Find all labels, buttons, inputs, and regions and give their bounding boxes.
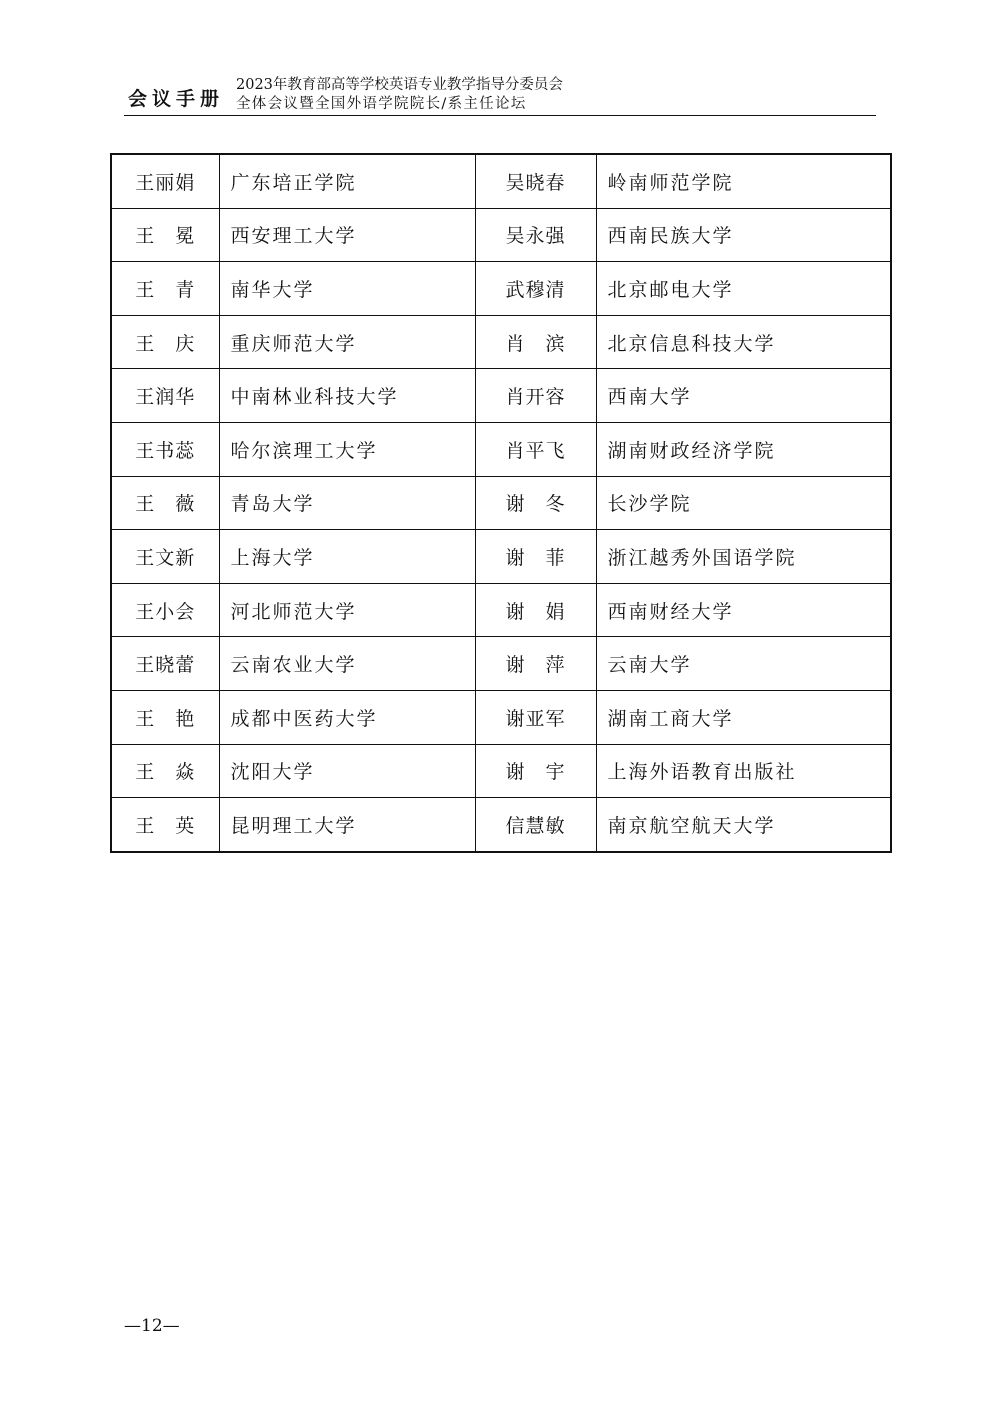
attendee-name-right: 谢 娟 [475,583,596,637]
attendee-name-left: 王小会 [111,583,219,637]
attendee-name-right: 谢 萍 [475,637,596,691]
attendee-name-right: 吴晓春 [475,154,596,208]
institution-right: 湖南工商大学 [596,690,891,744]
institution-right: 浙江越秀外国语学院 [596,530,891,584]
institution-left: 青岛大学 [219,476,475,530]
forum-name: 全体会议暨全国外语学院院长/系主任论坛 [236,96,527,112]
conference-name: 2023年教育部高等学校英语专业教学指导分委员会 [236,77,563,93]
attendee-name-right: 谢 菲 [475,530,596,584]
table-row [111,208,891,262]
attendee-table [110,153,892,853]
table-row [111,583,891,637]
table-row [111,154,891,208]
running-header [124,74,876,116]
attendee-name-left: 王 英 [111,798,219,852]
table-row [111,476,891,530]
attendee-name-right: 信慧敏 [475,798,596,852]
institution-right: 西南大学 [596,369,891,423]
attendee-name-left: 王书蕊 [111,422,219,476]
attendee-name-left: 王 薇 [111,476,219,530]
institution-left: 昆明理工大学 [219,798,475,852]
institution-right: 湖南财政经济学院 [596,422,891,476]
handbook-title: 会议手册 [128,88,225,110]
table-row [111,530,891,584]
table-row [111,422,891,476]
institution-left: 沈阳大学 [219,744,475,798]
table-row [111,315,891,369]
institution-left: 河北师范大学 [219,583,475,637]
attendee-table-body [111,154,891,852]
attendee-name-right: 肖平飞 [475,422,596,476]
institution-right: 岭南师范学院 [596,154,891,208]
attendee-name-right: 谢亚军 [475,690,596,744]
attendee-name-right: 谢 宇 [475,744,596,798]
attendee-name-left: 王晓蕾 [111,637,219,691]
attendee-name-right: 肖 滨 [475,315,596,369]
attendee-name-right: 武穆清 [475,262,596,316]
attendee-name-left: 王 庆 [111,315,219,369]
institution-left: 广东培正学院 [219,154,475,208]
institution-left: 云南农业大学 [219,637,475,691]
institution-right: 云南大学 [596,637,891,691]
table-row [111,262,891,316]
attendee-name-right: 肖开容 [475,369,596,423]
attendee-name-left: 王 青 [111,262,219,316]
attendee-name-right: 谢 冬 [475,476,596,530]
attendee-name-left: 王 焱 [111,744,219,798]
institution-right: 西南财经大学 [596,583,891,637]
institution-left: 成都中医药大学 [219,690,475,744]
attendee-name-left: 王文新 [111,530,219,584]
page-number: —12— [124,1316,180,1336]
attendee-name-left: 王 冕 [111,208,219,262]
institution-left: 哈尔滨理工大学 [219,422,475,476]
institution-right: 西南民族大学 [596,208,891,262]
institution-left: 上海大学 [219,530,475,584]
institution-left: 西安理工大学 [219,208,475,262]
table-row [111,690,891,744]
table-row [111,744,891,798]
institution-right: 上海外语教育出版社 [596,744,891,798]
institution-left: 中南林业科技大学 [219,369,475,423]
attendee-name-right: 吴永强 [475,208,596,262]
table-row [111,369,891,423]
attendee-name-left: 王润华 [111,369,219,423]
table-row [111,798,891,852]
institution-right: 北京信息科技大学 [596,315,891,369]
institution-left: 重庆师范大学 [219,315,475,369]
attendee-name-left: 王丽娟 [111,154,219,208]
header-divider [124,115,876,116]
attendee-name-left: 王 艳 [111,690,219,744]
institution-right: 长沙学院 [596,476,891,530]
institution-right: 北京邮电大学 [596,262,891,316]
institution-left: 南华大学 [219,262,475,316]
table-row [111,637,891,691]
institution-right: 南京航空航天大学 [596,798,891,852]
